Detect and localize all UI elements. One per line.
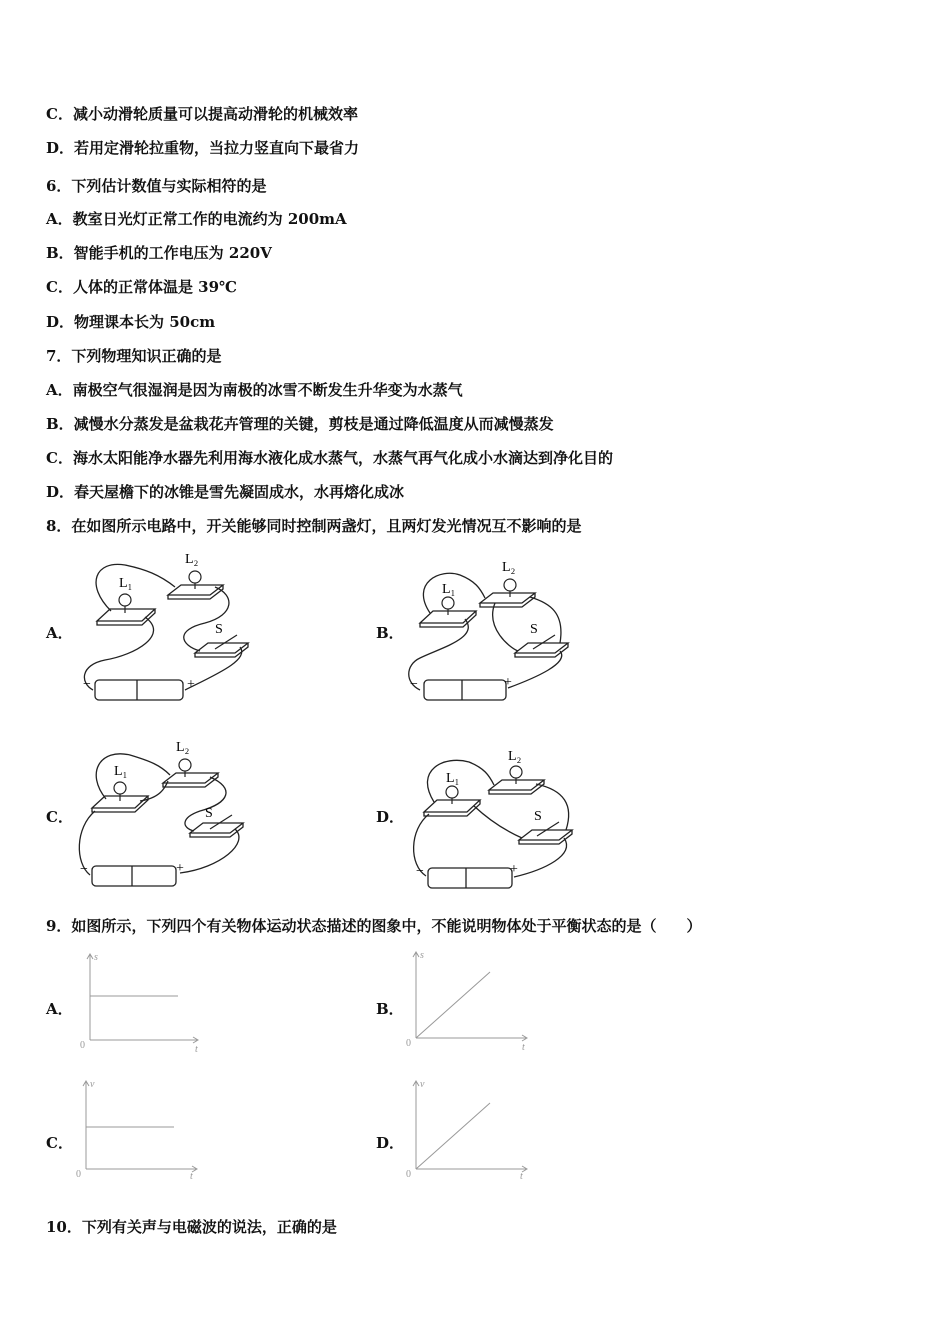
q9-stem: 9．如图所示，下列四个有关物体运动状态描述的图象中，不能说明物体处于平衡状态的是（ ） — [46, 917, 702, 935]
q9-option-b-label: B． — [376, 1000, 404, 1018]
x-axis-label: t — [520, 1171, 523, 1182]
lamp-l2-label: L₂ — [508, 749, 522, 764]
y-axis-label: v — [420, 1079, 425, 1090]
q6-option-d: D．物理课本长为 50cm — [46, 313, 216, 331]
q6-option-c: C．人体的正常体温是 39℃ — [46, 278, 238, 296]
q7-option-b: B．减慢水分蒸发是盆栽花卉管理的关键，剪枝是通过降低温度从而减慢蒸发 — [46, 415, 554, 433]
lamp-l2-label: L₂ — [185, 552, 199, 567]
y-axis-label: v — [90, 1079, 95, 1090]
q8-option-c-label: C． — [46, 808, 73, 826]
switch-label: S — [530, 622, 538, 637]
motion-graph-d — [398, 1077, 538, 1182]
q9-option-d-label: D． — [376, 1134, 405, 1152]
x-axis-label: t — [195, 1044, 198, 1055]
lamp-l2-label: L₂ — [176, 740, 190, 755]
motion-graph-b — [398, 948, 538, 1053]
q5-option-c: C．减小动滑轮质量可以提高动滑轮的机械效率 — [46, 105, 358, 123]
circuit-diagram-c — [70, 733, 260, 893]
q10-stem: 10．下列有关声与电磁波的说法，正确的是 — [46, 1218, 337, 1236]
motion-graph-c — [68, 1077, 208, 1182]
switch-label: S — [215, 622, 223, 637]
circuit-diagram-b — [400, 553, 590, 713]
q9-option-a-label: A． — [46, 1000, 73, 1018]
battery-minus-label: − — [416, 864, 424, 879]
battery-minus-label: − — [410, 677, 418, 692]
q8-option-a-label: A． — [46, 624, 73, 642]
switch-label: S — [534, 809, 542, 824]
q5-option-d: D．若用定滑轮拉重物，当拉力竖直向下最省力 — [46, 139, 360, 157]
battery-minus-label: − — [83, 677, 91, 692]
y-axis-label: s — [420, 950, 424, 961]
circuit-diagram-a — [75, 545, 265, 710]
q6-option-b: B．智能手机的工作电压为 220V — [46, 244, 272, 262]
x-axis-label: t — [190, 1171, 193, 1182]
y-axis-label: s — [94, 952, 98, 963]
battery-plus-label: + — [504, 675, 512, 690]
q9-option-c-label: C． — [46, 1134, 73, 1152]
q6-stem: 6．下列估计数值与实际相符的是 — [46, 177, 267, 195]
origin-label: 0 — [406, 1038, 411, 1049]
battery-plus-label: + — [176, 861, 184, 876]
q7-option-a: A．南极空气很湿润是因为南极的冰雪不断发生升华变为水蒸气 — [46, 381, 463, 399]
origin-label: 0 — [76, 1169, 81, 1180]
origin-label: 0 — [406, 1169, 411, 1180]
q7-option-c: C．海水太阳能净水器先利用海水液化成水蒸气，水蒸气再气化成小水滴达到净化目的 — [46, 449, 613, 467]
lamp-l1-label: L₁ — [446, 771, 460, 786]
battery-plus-label: + — [510, 862, 518, 877]
q7-stem: 7．下列物理知识正确的是 — [46, 347, 222, 365]
lamp-l1-label: L₁ — [119, 576, 133, 591]
x-axis-label: t — [522, 1042, 525, 1053]
motion-graph-a — [72, 950, 212, 1055]
q6-option-a: A．教室日光灯正常工作的电流约为 200mA — [46, 210, 347, 228]
q7-option-d: D．春天屋檐下的冰锥是雪先凝固成水，水再熔化成冰 — [46, 483, 405, 501]
battery-plus-label: + — [187, 677, 195, 692]
origin-label: 0 — [80, 1040, 85, 1051]
lamp-l1-label: L₁ — [114, 764, 128, 779]
circuit-diagram-d — [404, 740, 594, 900]
lamp-l1-label: L₁ — [442, 582, 456, 597]
lamp-l2-label: L₂ — [502, 560, 516, 575]
q8-option-d-label: D． — [376, 808, 405, 826]
q8-option-b-label: B． — [376, 624, 404, 642]
switch-label: S — [205, 806, 213, 821]
battery-minus-label: − — [80, 862, 88, 877]
q8-stem: 8．在如图所示电路中，开关能够同时控制两盏灯，且两灯发光情况互不影响的是 — [46, 517, 582, 535]
